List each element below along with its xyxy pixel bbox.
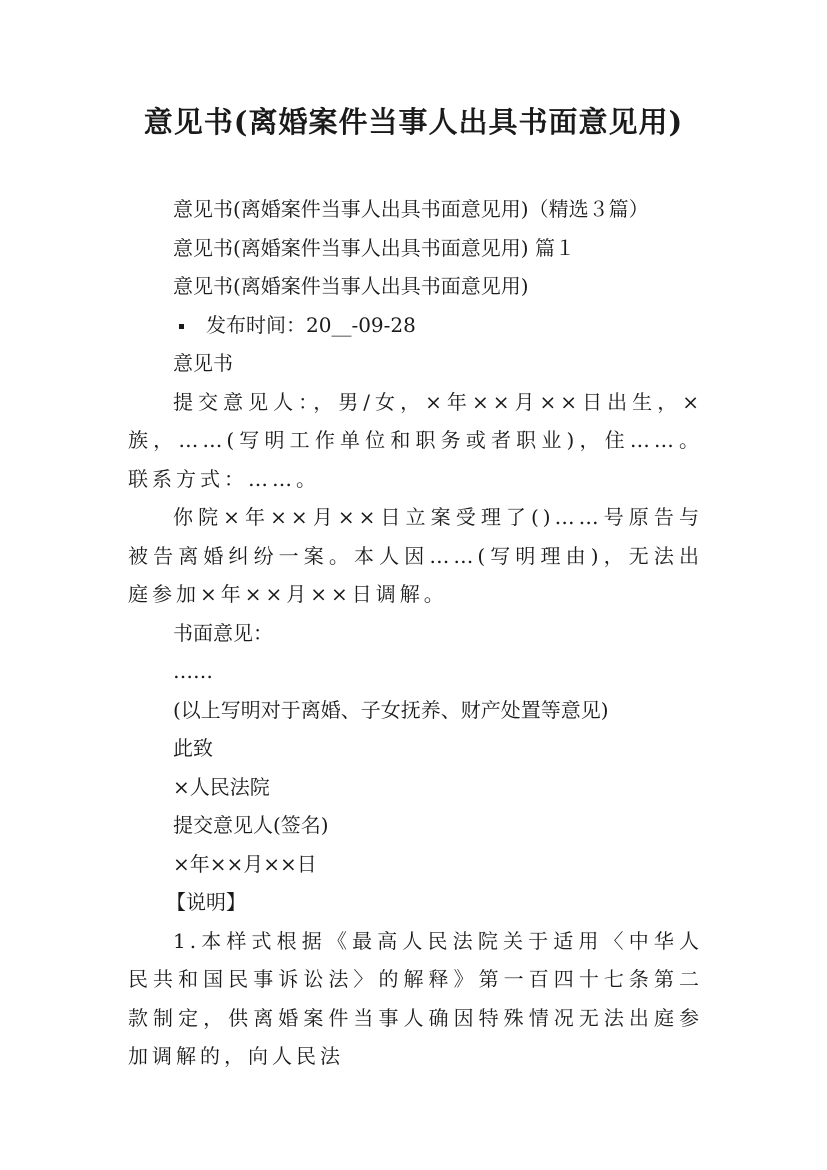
date-line: ×年××月××日 <box>173 851 317 876</box>
explanation-item-1: 1.本样式根据《最高人民法院关于适用〈中华人民共和国民事诉讼法〉的解释》第一百四十七条第二款制定，供离婚案件当事人确因特殊情况无法出庭参加调解的，向人民法 <box>128 928 703 1068</box>
note-above: (以上写明对于离婚、子女抚养、财产处置等意见) <box>173 697 609 722</box>
doc-label: 意见书 <box>173 351 233 375</box>
salutation: 此致 <box>173 736 213 760</box>
document-body <box>128 190 703 1076</box>
opinion-ellipsis: …… <box>173 659 213 683</box>
paragraph-submitter: 提交意见人：，男/女，×年××月××日出生，×族，……(写明工作单位和职务或者职业)，住……。联系方式：……。 <box>128 389 703 491</box>
paragraph-case: 你院×年××月××日立案受理了()……号原告与被告离婚纠纷一案。本人因……(写明理由)，无法出庭参加×年××月××日调解。 <box>128 505 703 606</box>
subtitle-part: 意见书(离婚案件当事人出具书面意见用) 篇１ <box>173 235 575 260</box>
page-title: 意见书(离婚案件当事人出具书面意见用) <box>143 105 684 139</box>
subtitle-selected: 意见书(离婚案件当事人出具书面意见用)（精选３篇） <box>173 197 649 221</box>
bullet-icon <box>179 324 184 329</box>
explanation-heading: 【说明】 <box>166 890 246 914</box>
publish-time: 发布时间：20__-09-28 <box>206 312 416 337</box>
publish-time-row <box>128 306 703 345</box>
written-opinion-label: 书面意见： <box>173 620 273 645</box>
subtitle-repeat: 意见书(离婚案件当事人出具书面意见用) <box>173 274 529 298</box>
court-name: ×人民法院 <box>173 774 270 799</box>
signature-line: 提交意见人(签名) <box>173 813 329 837</box>
